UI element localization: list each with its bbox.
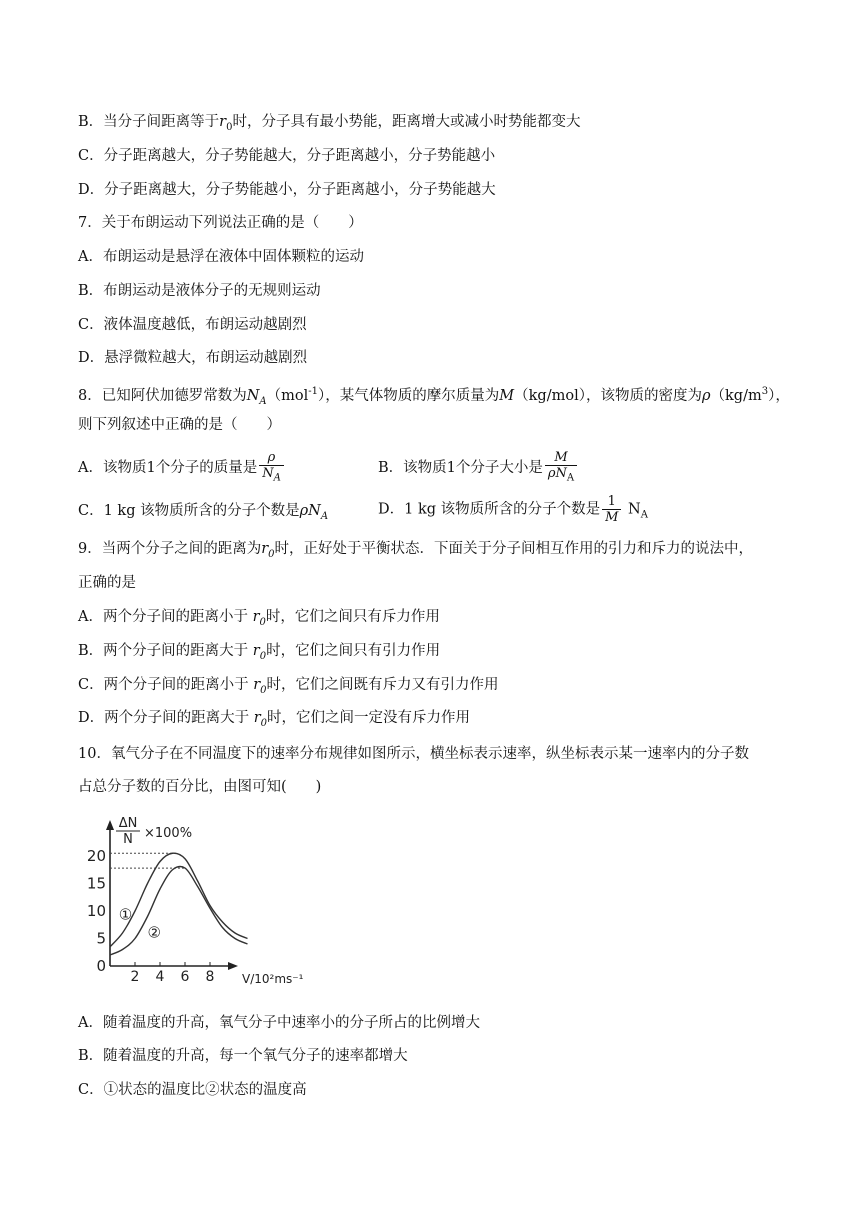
q9-option-a: A．两个分子间的距离小于 $r_0$时，它们之间只有斥力作用 xyxy=(78,609,440,628)
q9-option-c: C．两个分子间的距离小于 $r_0$时，它们之间既有斥力又有引力作用 xyxy=(78,677,499,696)
y-axis-arrow xyxy=(106,820,114,830)
y-tick-label: 0 xyxy=(96,957,106,975)
q8-option-d: D．1 kg 该物质所含的分子个数是 $\frac{1}{M}$ $N_A$ xyxy=(378,494,648,525)
x-axis-arrow xyxy=(228,962,238,970)
y-axis-label-numerator: ΔN xyxy=(118,816,138,831)
speed-distribution-chart xyxy=(80,810,320,990)
q10-stem-line1: 10．氧气分子在不同温度下的速率分布规律如图所示，横坐标表示速率，纵坐标表示某一速率内的分子数 xyxy=(78,746,749,762)
y-tick-label: 5 xyxy=(96,929,106,948)
q8-option-b: B．该物质1个分子大小是 $\frac{M}{\rho N_A}$ xyxy=(378,450,579,486)
x-tick-label: 2 xyxy=(130,969,140,985)
x-axis-label: V/10²ms⁻¹ xyxy=(242,972,304,986)
x-tick-label: 6 xyxy=(180,969,190,985)
q10-option-c: C．①状态的温度比②状态的温度高 xyxy=(78,1082,307,1098)
q9-option-d: D．两个分子间的距离大于 $r_0$时，它们之间一定没有斥力作用 xyxy=(78,710,471,729)
fraction: $\frac{M}{\rho N_A}$ xyxy=(545,450,577,486)
q7-stem: 7．关于布朗运动下列说法正确的是（ ） xyxy=(78,215,363,231)
curve-label-2: ② xyxy=(147,923,161,942)
q7-option-b: B．布朗运动是液体分子的无规则运动 xyxy=(78,283,321,299)
q6-option-d: D．分子距离越大，分子势能越小，分子距离越小，分子势能越大 xyxy=(78,182,496,198)
y-axis-label-scale: ×100% xyxy=(144,826,193,841)
q6-option-c: C．分子距离越大，分子势能越大，分子距离越小，分子势能越小 xyxy=(78,148,496,164)
curve-label-1: ① xyxy=(118,905,133,924)
q6-option-b: B．当分子间距离等于$r_0$时，分子具有最小势能，距离增大或减小时势能都变大 xyxy=(78,114,581,133)
q10-option-a: A．随着温度的升高，氧气分子中速率小的分子所占的比例增大 xyxy=(78,1015,480,1031)
x-tick-label: 4 xyxy=(155,969,165,985)
q7-option-a: A．布朗运动是悬浮在液体中固体颗粒的运动 xyxy=(78,249,364,265)
q10-stem-line2: 占总分子数的百分比，由图可知( ) xyxy=(78,779,322,795)
q8-option-a: A．该物质1个分子的质量是 $\frac{\rho}{N_A}$ xyxy=(78,450,286,486)
y-tick-label: 15 xyxy=(86,874,106,893)
y-axis-label-denominator: N xyxy=(123,832,133,847)
fraction: $\frac{1}{M}$ xyxy=(602,494,621,525)
q8-stem-line2: 则下列叙述中正确的是（ ） xyxy=(78,417,281,433)
q10-option-b: B．随着温度的升高，每一个氧气分子的速率都增大 xyxy=(78,1048,408,1064)
q7-option-d: D．悬浮微粒越大，布朗运动越剧烈 xyxy=(78,350,308,366)
q7-option-c: C．液体温度越低，布朗运动越剧烈 xyxy=(78,317,307,333)
q9-stem-line1: 9．当两个分子之间的距离为$r_0$时，正好处于平衡状态．下面关于分子间相互作用的引力和斥力的说法中， xyxy=(78,541,754,560)
y-tick-label: 10 xyxy=(86,902,106,920)
q8-stem-line1: 8．已知阿伏加德罗常数为$N_A(mol^{-1})$，某气体物质的摩尔质量为M（kg/mol），该物质的密度为$\rho(kg/m^3)$， xyxy=(78,386,790,407)
q9-option-b: B．两个分子间的距离大于 $r_0$时，它们之间只有引力作用 xyxy=(78,643,441,662)
y-tick-label: 20 xyxy=(86,847,106,865)
fraction: $\frac{\rho}{N_A}$ xyxy=(259,450,284,486)
x-tick-label: 8 xyxy=(205,969,215,985)
q9-stem-line2: 正确的是 xyxy=(78,575,136,591)
q8-option-c: C．1 kg 该物质所含的分子个数是$\rho N_A$ xyxy=(78,503,329,522)
